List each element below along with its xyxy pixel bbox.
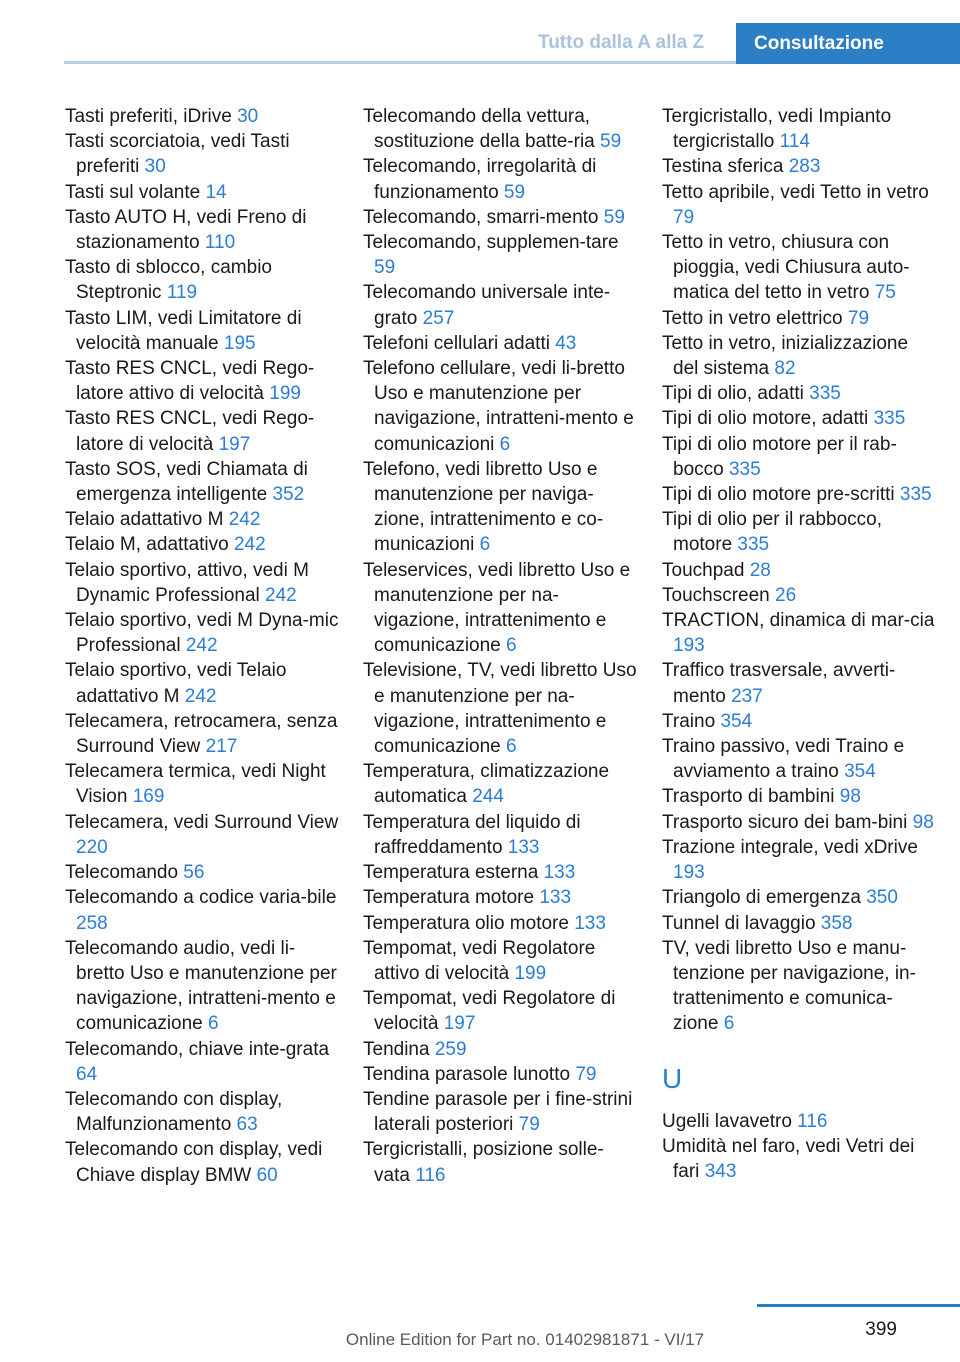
index-entry — [363, 230, 638, 280]
entry-term: Traffico trasversale, avverti‐mento — [662, 660, 896, 707]
entry-term: Tendina — [363, 1038, 435, 1060]
page-reference-link[interactable]: 26 — [775, 584, 797, 606]
page-reference-link[interactable]: 133 — [539, 887, 572, 909]
page-reference-link[interactable]: 82 — [774, 358, 796, 380]
page-reference-link[interactable]: 59 — [374, 257, 396, 279]
index-entry — [662, 936, 937, 1037]
page-reference-link[interactable]: 335 — [899, 484, 932, 506]
index-entry — [65, 936, 340, 1037]
index-entry — [65, 885, 340, 935]
index-entry — [662, 835, 937, 885]
page-reference-link[interactable]: 60 — [256, 1164, 278, 1186]
entry-term: Tetto apribile, vedi Tetto in vetro — [662, 181, 929, 203]
entry-term: Telecomando a codice varia‐bile — [65, 887, 337, 909]
index-column-2 — [363, 104, 638, 1188]
entry-term: Telecomando della vettura, sostituzione della batte‐ria — [363, 106, 601, 153]
entry-term: Testina sferica — [662, 156, 789, 178]
index-entry — [662, 810, 937, 835]
entry-term: Trazione integrale, vedi xDrive — [662, 836, 918, 858]
page-reference-link[interactable]: 335 — [873, 408, 906, 430]
page-reference-link[interactable]: 59 — [503, 181, 526, 203]
page-reference-link[interactable]: 343 — [704, 1160, 737, 1182]
entry-term: Temperatura, climatizzazione automatica — [363, 761, 610, 808]
page-reference-link[interactable]: 358 — [820, 912, 853, 934]
page-reference-link[interactable]: 6 — [723, 1013, 735, 1035]
page-reference-link[interactable]: 6 — [506, 635, 517, 657]
page-reference-link[interactable]: 352 — [272, 484, 305, 506]
index-entry — [662, 331, 937, 381]
entry-term: Tunnel di lavaggio — [662, 912, 821, 934]
entry-term: Touchscreen — [662, 584, 776, 606]
page-reference-link[interactable]: 197 — [443, 1013, 476, 1035]
page-reference-link[interactable]: 98 — [839, 786, 861, 808]
index-entry — [662, 104, 937, 154]
page-reference-link[interactable]: 242 — [184, 685, 217, 707]
page-reference-link[interactable]: 116 — [797, 1110, 828, 1132]
entry-term: Telecomando, irregolarità di funzionamento — [363, 156, 597, 203]
index-entry — [65, 709, 340, 759]
page-reference-link[interactable]: 63 — [236, 1114, 258, 1136]
entry-term: Telecomando con display, Malfunzionamento — [65, 1088, 283, 1136]
page-reference-link[interactable]: 193 — [673, 635, 705, 657]
entry-term: Temperatura olio motore — [363, 912, 575, 934]
index-entry — [662, 583, 937, 608]
entry-term: Telaio sportivo, vedi Telaio adattativo M — [65, 660, 287, 707]
page-reference-link[interactable]: 237 — [731, 685, 763, 707]
section-title[interactable]: Tutto dalla A alla Z — [538, 32, 705, 53]
entry-term: Umidità nel faro, vedi Vetri dei fari — [662, 1135, 915, 1182]
page-reference-link[interactable]: 75 — [874, 282, 896, 304]
page-reference-link[interactable]: 28 — [749, 559, 771, 581]
page-reference-link[interactable]: 199 — [514, 962, 547, 984]
entry-term: Tipi di olio motore per il rab‐bocco — [662, 433, 897, 480]
entry-term: Telaio M, adattativo — [65, 534, 234, 556]
page-reference-link[interactable]: 133 — [543, 862, 576, 884]
entry-term: Tipi di olio, adatti — [662, 383, 810, 405]
page-reference-link[interactable]: 220 — [76, 836, 108, 858]
entry-term: Telecamera, retrocamera, senza Surround View — [65, 710, 338, 758]
entry-term: Tendine parasole per i fine‐strini laterali posteriori — [363, 1088, 633, 1136]
page-reference-link[interactable]: 114 — [779, 131, 810, 153]
page-reference-link[interactable]: 335 — [737, 534, 770, 556]
page-reference-link[interactable]: 133 — [574, 912, 606, 934]
page-reference-link[interactable]: 116 — [415, 1164, 446, 1186]
entry-term: Tasto LIM, vedi Limitatore di velocità manuale — [65, 307, 302, 354]
page-reference-link[interactable]: 79 — [847, 307, 870, 329]
entry-term: Tasto di sblocco, cambio Steptronic — [65, 257, 272, 304]
entry-term: Telaio sportivo, attivo, vedi M Dynamic Professional — [65, 559, 309, 606]
entry-term: Tipi di olio motore pre‐scritti — [662, 484, 900, 506]
page-reference-link[interactable]: 6 — [499, 433, 511, 455]
index-entry — [662, 658, 937, 708]
index-entry — [662, 507, 937, 557]
entry-term: Tetto in vetro elettrico — [662, 307, 848, 329]
index-entry — [662, 381, 937, 406]
page-reference-link[interactable]: 195 — [223, 332, 256, 354]
index-entry — [363, 860, 638, 885]
index-entry — [363, 759, 638, 809]
index-entry — [363, 810, 638, 860]
page-reference-link[interactable]: 119 — [166, 282, 198, 304]
entry-term: Telefono, vedi libretto Uso e manutenzione per naviga‐zione, intrattenimento e co‐municazioni — [363, 458, 604, 556]
page-reference-link[interactable]: 193 — [673, 862, 705, 884]
entry-term: Tasto AUTO H, vedi Freno di stazionamento — [65, 206, 307, 254]
page-reference-link[interactable]: 30 — [237, 106, 259, 127]
page-reference-link[interactable]: 197 — [218, 433, 251, 455]
entry-term: Telecamera, vedi Surround View — [65, 811, 339, 833]
entry-term: Tasto RES CNCL, vedi Rego‐latore attivo di velocità — [65, 358, 315, 405]
page-reference-link[interactable]: 30 — [144, 156, 166, 178]
index-entry — [65, 205, 340, 255]
entry-term: Telefoni cellulari adatti — [363, 332, 556, 354]
index-entry — [65, 532, 340, 557]
page-reference-link[interactable]: 59 — [600, 131, 622, 153]
index-entry — [363, 1037, 638, 1062]
entry-term: Tetto in vetro, inizializzazione del sistema — [662, 332, 909, 380]
index-entry — [363, 558, 638, 659]
entry-term: Televisione, TV, vedi libretto Uso e manutenzione per na‐vigazione, intrattenimento e comunicazione — [363, 660, 637, 758]
entry-term: Temperatura esterna — [363, 862, 544, 884]
index-entry — [363, 457, 638, 558]
entry-term: Tasto RES CNCL, vedi Rego‐latore di velocità — [65, 408, 315, 455]
page-reference-link[interactable]: 79 — [673, 206, 695, 228]
index-entry — [65, 507, 340, 532]
page-reference-link[interactable]: 259 — [434, 1038, 467, 1060]
page-reference-link[interactable]: 242 — [265, 584, 297, 606]
entry-term: Telecamera termica, vedi Night Vision — [65, 761, 326, 808]
index-entry — [662, 608, 937, 658]
index-entry — [65, 1087, 340, 1137]
index-entry — [65, 180, 340, 205]
index-entry — [662, 432, 937, 482]
entry-term: Triangolo di emergenza — [662, 887, 867, 909]
index-entry — [662, 1134, 937, 1184]
entry-term: Tempomat, vedi Regolatore di velocità — [363, 988, 616, 1035]
index-entry — [65, 1037, 340, 1087]
entry-term: Temperatura del liquido di raffreddamento — [363, 811, 581, 858]
entry-term: Tipi di olio per il rabbocco, motore — [662, 509, 883, 556]
index-entry — [662, 885, 937, 910]
index-entry — [65, 558, 340, 608]
entry-term: Trasporto sicuro dei bam‐bini — [662, 811, 913, 833]
page-reference-link[interactable]: 354 — [720, 710, 753, 732]
page-reference-link[interactable]: 6 — [208, 1013, 219, 1035]
index-entry — [65, 129, 340, 179]
page-reference-link[interactable]: 79 — [518, 1114, 540, 1136]
index-column-1 — [65, 104, 340, 1188]
entry-term: Tasto SOS, vedi Chiamata di emergenza intelligente — [65, 458, 308, 506]
entry-term: Ugelli lavavetro — [662, 1110, 798, 1132]
entry-term: TRACTION, dinamica di mar‐cia — [662, 610, 935, 632]
index-entry — [363, 331, 638, 356]
index-entry — [363, 885, 638, 910]
entry-term: Tempomat, vedi Regolatore attivo di velocità — [363, 937, 596, 984]
entry-term: Telecomando, chiave inte‐grata — [65, 1038, 330, 1060]
index-entry — [65, 810, 340, 860]
entry-term: Telefono cellulare, vedi li‐bretto Uso e manutenzione per navigazione, intratteni‐mento e comunicazioni — [363, 358, 634, 455]
page-reference-link[interactable]: 6 — [506, 736, 517, 758]
entry-term: Telecomando — [65, 862, 184, 884]
page-reference-link[interactable]: 350 — [866, 887, 898, 909]
entry-term: Tasti sul volante — [65, 181, 206, 203]
page-reference-link[interactable]: 6 — [479, 534, 491, 556]
index-entry — [363, 280, 638, 330]
entry-term: Telecomando con display, vedi Chiave display BMW — [65, 1139, 323, 1186]
index-entry — [65, 306, 340, 356]
edition-footer: Online Edition for Part no. 01402981871 - VI/17 — [345, 1330, 705, 1349]
entry-term: Tipi di olio motore, adatti — [662, 408, 874, 430]
page-reference-link[interactable]: 258 — [76, 912, 108, 934]
index-entry — [363, 1137, 638, 1187]
index-entry — [65, 658, 340, 708]
entry-term: Tasti preferiti, iDrive — [65, 106, 238, 127]
page-reference-link[interactable]: 169 — [132, 786, 165, 808]
index-entry — [65, 457, 340, 507]
index-entry — [662, 558, 937, 583]
index-entry — [662, 734, 937, 784]
index-entry — [363, 911, 638, 936]
page-reference-link[interactable]: 110 — [204, 232, 236, 254]
page-reference-link[interactable]: 242 — [233, 534, 266, 556]
index-entry — [363, 104, 638, 154]
entry-term: Teleservices, vedi libretto Uso e manutenzione per na‐vigazione, intrattenimento e comunicazione — [363, 559, 631, 657]
section-letter: U — [662, 1062, 683, 1094]
index-entry — [363, 1087, 638, 1137]
index-entry — [65, 759, 340, 809]
page-reference-link[interactable]: 335 — [809, 383, 841, 405]
footer-divider — [757, 1304, 960, 1307]
index-entry — [662, 911, 937, 936]
index-entry — [662, 1109, 937, 1134]
index-entry — [65, 356, 340, 406]
page-reference-link[interactable]: 64 — [76, 1063, 98, 1085]
page-reference-link[interactable]: 199 — [269, 383, 301, 405]
index-entry — [662, 154, 937, 179]
index-column-3 — [662, 104, 937, 1184]
index-entry — [363, 936, 638, 986]
index-entry — [662, 180, 937, 230]
page-reference-link[interactable]: 79 — [575, 1063, 597, 1085]
chapter-tab[interactable]: Consultazione — [736, 23, 960, 64]
index-entry — [662, 406, 937, 431]
page-reference-link[interactable]: 14 — [205, 181, 227, 203]
index-entry — [65, 255, 340, 305]
entry-term: Traino — [662, 710, 721, 732]
entry-term: Touchpad — [662, 559, 750, 581]
index-entry — [65, 860, 340, 885]
entry-term: TV, vedi libretto Uso e manu‐tenzione per navigazione, in‐trattenimento e comunica‐zione — [662, 937, 916, 1035]
page-reference-link[interactable]: 242 — [228, 509, 261, 531]
entry-term: Tetto in vetro, chiusura con pioggia, vedi Chiusura auto‐matica del tetto in vetro — [662, 232, 910, 304]
index-entry — [363, 986, 638, 1036]
index-entry — [65, 104, 340, 129]
entry-term: Telecomando universale inte‐grato — [363, 282, 611, 329]
entry-term: Telecomando, smarri‐mento — [363, 206, 604, 228]
entry-term: Trasporto di bambini — [662, 786, 840, 808]
page-reference-link[interactable]: 283 — [788, 156, 821, 178]
page-reference-link[interactable]: 244 — [472, 786, 504, 808]
page-number: 399 — [865, 1319, 897, 1340]
page-reference-link[interactable]: 43 — [555, 332, 577, 354]
entry-term: Telecomando audio, vedi li‐bretto Uso e manutenzione per navigazione, intratteni‐mento e comunicazione — [65, 937, 337, 1035]
index-entry — [662, 230, 937, 306]
index-entry — [662, 709, 937, 734]
index-entry — [363, 658, 638, 759]
entry-term: Tasti scorciatoia, vedi Tasti preferiti — [65, 131, 290, 178]
page-reference-link[interactable]: 56 — [183, 862, 205, 884]
index-entry — [65, 608, 340, 658]
page-reference-link[interactable]: 133 — [507, 836, 540, 858]
page-reference-link[interactable]: 257 — [422, 307, 455, 329]
index-entry — [363, 356, 638, 457]
page-reference-link[interactable]: 242 — [185, 635, 218, 657]
page-reference-link[interactable]: 335 — [728, 458, 761, 480]
entry-term: Temperatura motore — [363, 887, 540, 909]
entry-term: Telecomando, supplemen‐tare — [363, 232, 619, 254]
index-entry — [363, 1062, 638, 1087]
index-entry — [662, 306, 937, 331]
index-entry — [662, 784, 937, 809]
entry-term: Telaio adattativo M — [65, 509, 229, 531]
index-entry — [363, 205, 638, 230]
index-entry — [363, 154, 638, 204]
index-entry — [65, 406, 340, 456]
entry-term: Tergicristallo, vedi Impianto tergicristallo — [662, 106, 892, 153]
entry-term: Tergicristalli, posizione solle‐vata — [363, 1139, 604, 1186]
page-reference-link[interactable]: 217 — [205, 736, 238, 758]
page-reference-link[interactable]: 354 — [844, 761, 876, 783]
entry-term: Tendina parasole lunotto — [363, 1063, 576, 1085]
index-entry — [65, 1137, 340, 1187]
page-reference-link[interactable]: 59 — [603, 206, 625, 228]
entry-term: Telaio sportivo, vedi M Dyna‐mic Professional — [65, 610, 339, 657]
index-entry — [662, 482, 937, 507]
page-reference-link[interactable]: 98 — [912, 811, 934, 833]
entry-term: Traino passivo, vedi Traino e avviamento a traino — [662, 736, 905, 783]
